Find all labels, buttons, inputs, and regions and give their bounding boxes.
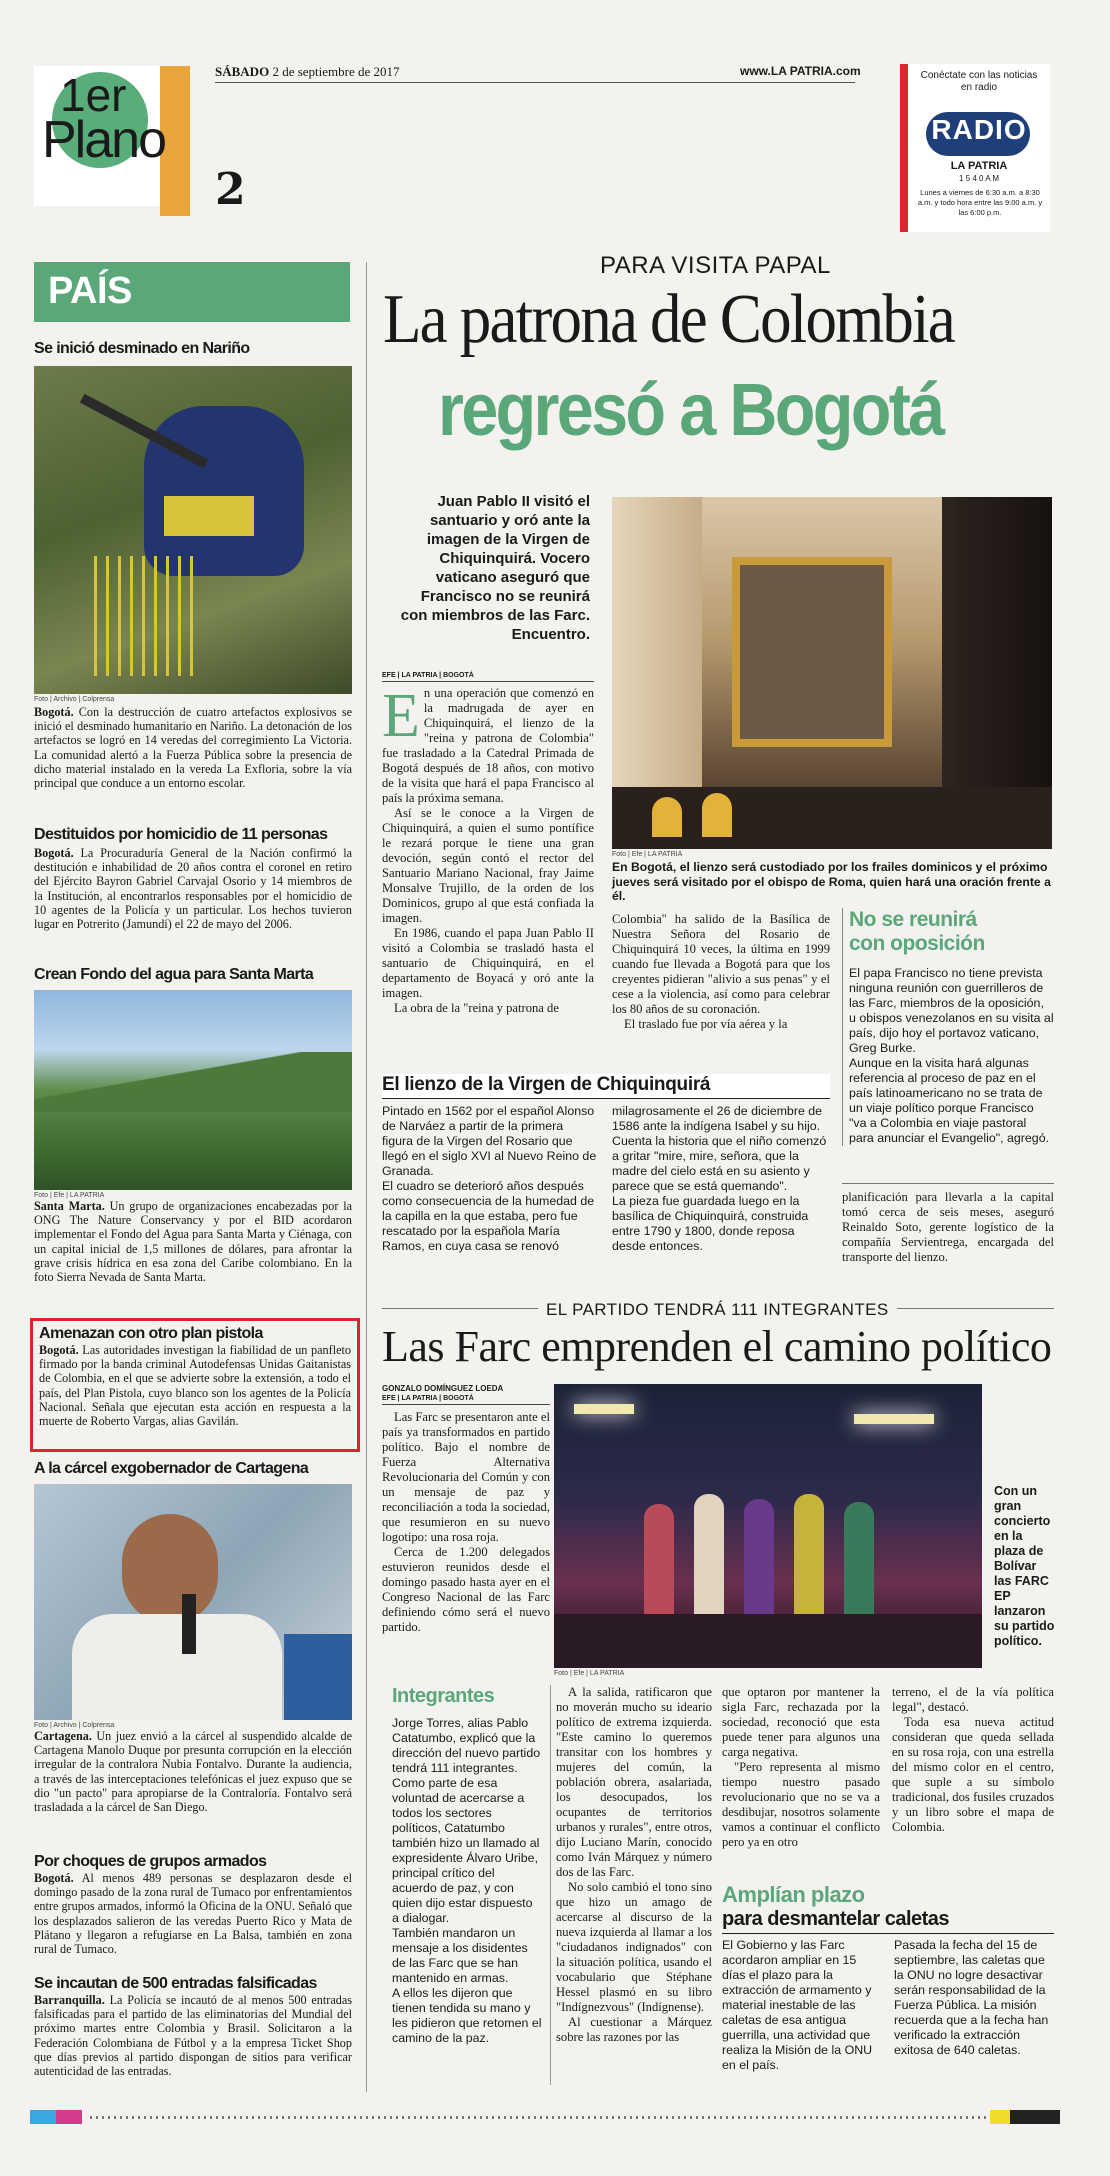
story1-col2 (612, 912, 830, 1032)
box-title: para desmantelar caletas (722, 1908, 1054, 1934)
sidebar-rule (842, 1183, 1054, 1184)
brief-text: Un grupo de organizaciones encabezadas por la ONG The Nature Conservancy y por el BID acordaron implementar el Fondo del Agua para Santa Marta y Ciénaga, con un capital inicial de 1,5 millones de dólares, para afrontar la grave crisis hídrica en esa zona del Caribe colombiano. En la foto Sierra Nevada de Santa Marta. (34, 1199, 352, 1285)
story1-para: Así se le conoce a la Virgen de Chiquinquirá, a quien el sumo pontífice le rezará porque le tiene una gran devoción, según contó el rector del Santuario Mariano Nacional, fray Jaime Monsalve Trujillo, de la orden de los Dominicos, grupo al que está confiada la imagen. (382, 806, 594, 925)
story2-para: A la salida, ratificaron que no moverán mucho su ideario político de extrema izquierda. "Este camino lo queremos transitar con los hombres y mujeres del común, la población obrera, asalariada, los desocupados, los ocupantes de territorios urbanos y rurales", entre otros, dijo Luciano Marín, conocido como Iván Márquez y número dos de las Farc. (556, 1685, 712, 1879)
box-para: milagrosamente el 26 de diciembre de 1586 ante la indígena Isabel y su hijo. Cuenta la historia que el niño comenzó a gritar "mire, mire, señora, que la madre del cielo está en su asiento y parece que se está quemando". (612, 1104, 827, 1193)
brief-carcel (34, 1460, 352, 1814)
brief-text: La Policía se incautó de al menos 500 entradas falsificadas para el partido de las eliminatorias del Mundial del próximo martes entre Colombia y Brasil. Solicitaron a la Federación Colombiana de Fútbol y a la empresa Ticket Shop que días previos al partido dispongan de sitios para verificar autenticidad de las entradas. (34, 1993, 352, 2079)
brief-text: Las autoridades investigan la fiabilidad de un panfleto firmado por la banda criminal Autodefensas Unidas Gaitanistas de Colombia, en el que se advierte sobre la extensión, a todo el país, del Plan Pistola, cuyo blanco son los agentes de la Policía Nacional. Señala que ejecutan esta acción en respuesta a la muerte de Roberto Vargas, alias Gavilán. (39, 1343, 351, 1429)
brief-body (34, 1871, 352, 1956)
radio-ad-freq: 1 5 4 0 A M (958, 174, 1000, 183)
dateline-date: 2 de septiembre de 2017 (272, 64, 400, 79)
sidebar-text: Como parte de esa voluntad de acercarse a todos los sectores políticos, Catatumbo también hizo un llamado al expresidente Álvaro Uribe, principal crítico del acuerdo de paz, y con quien dijo estar dispuesto a dialogar. (392, 1776, 540, 1925)
brief-headline: Se incautan de 500 entradas falsificadas (34, 1975, 317, 1992)
photo-credit: Foto | Archivo | Colprensa (34, 1722, 115, 1729)
brief-destituidos (34, 826, 352, 931)
brief-text: Con la destrucción de cuatro artefactos explosivos se inició el desminado humanitario en Nariño. La detonación de los artefactos se logró en 14 veredas del corregimiento La Victoria. La comunidad alertó a la Fuerza Pública sobre la presencia de dicho material instalado en la vereda La Exfloria, sobre la vía principal que conduce a un entorno escolar. (34, 705, 352, 791)
radio-ad-schedule: Lunes a viernes de 6:30 a.m. a 8:30 a.m. y todo hora entre las 9:00 a.m. y las 6:00 p.m. (917, 188, 1043, 217)
story2-para: Toda esa nueva actitud consideran que queda sellada en su rosa roja, con una estrella del mismo color en el centro, que suple a su símbolo tradicional, dos fusiles cruzados y un libro sobre el mapa de Colombia. (892, 1715, 1054, 1834)
logo-line2: Plano (42, 111, 165, 169)
brief-body (34, 846, 352, 931)
brief-body (34, 1729, 352, 1814)
dateline (215, 64, 400, 80)
photo-farc-concert (554, 1384, 982, 1668)
story1-headline: La patrona de Colombia (383, 281, 954, 358)
brief-lead: Cartagena. (34, 1729, 92, 1743)
radio-ad-top: Conéctate con las noticias en radio (920, 70, 1038, 93)
story2-lead (382, 1410, 550, 1635)
story1-col1 (382, 682, 594, 1016)
sidebar-title: Integrantes (392, 1685, 495, 1707)
story2-para: que optaron por mantener la sigla Farc, rechazada por la sociedad, reconoció que esta puede tener para algunos una carga negativa. (722, 1685, 880, 1759)
photo-caption: En Bogotá, el lienzo será custodiado por los frailes dominicos y el próximo jueves será visitado por el obispo de Roma, quien hará una oración frente a él. (612, 860, 1051, 903)
story2-para: Cerca de 1.200 delegados estuvieron reunidos desde el domingo pasado hasta ayer en el Congreso Nacional de las Farc definiendo cómo será el nuevo partido. (382, 1545, 550, 1634)
brief-text: La Procuraduría General de la Nación confirmó la destitución e inhabilidad de 20 años contra el coronel en retiro del Ejército Bayron Gabriel Carvajal Osorio y 14 miembros de la Institución, al encontrarlos responsables por el homicidio de 10 agentes de la Policía y un particular. Los hechos tuvieron lugar en Potrerito (Jamundí) el 22 de mayo del 2006. (34, 846, 352, 932)
story2-para: Al cuestionar a Márquez sobre las razones por las (556, 2015, 712, 2044)
brief-lead: Bogotá. (34, 1871, 74, 1885)
page-number: 2 (215, 164, 246, 215)
story2-para: "Pero representa al mismo tiempo nuestro pasado revolucionario que no se va a desdibujar, nosotros solamente vamos a continuar el conflicto pero ya en otro (722, 1760, 880, 1849)
story1-para: Colombia" ha salido de la Basílica de Nuestra Señora del Rosario de Chiquinquirá 10 veces, la última en 1999 cuando fue llevada a Bogotá para que los creyentes pidieran "alivio a sus penas" y el cese a la violencia, así como para celebrar los 80 años de su coronación. (612, 912, 830, 1016)
radio-ad (900, 64, 1050, 232)
story2-para: Las Farc se presentaron ante el país ya transformados en partido político. Bajo el nombre de Fuerza Alternativa Revolucionaria del Común y con un mensaje de paz y reconciliación a toda la sociedad, que resumieron en su nuevo logotipo: una rosa roja. (382, 1410, 550, 1544)
logo-line1: 1er (60, 69, 127, 121)
story1-continuation: planificación para llevarla a la capital tomó cerca de seis meses, aseguró Reinaldo Soto, gerente logístico de la compañía Servientrega, encargada del transporte del lienzo. (842, 1190, 1054, 1264)
story1-para: El traslado fue por vía aérea y la (624, 1017, 788, 1031)
sidebar-no-reunira (842, 908, 1054, 1146)
brief-lead: Barranquilla. (34, 1993, 105, 2007)
story2-byline: EFE | LA PATRIA | BOGOTÁ (382, 1395, 550, 1405)
box-lienzo (382, 1074, 830, 1253)
brief-choques (34, 1853, 352, 1956)
photo-credit: Foto | Efe | LA PATRIA (34, 1192, 105, 1199)
sidebar-text: A ellos les dijeron que tienen tendida su mano y les pidieron que retomen el camino de la paz. (392, 1986, 542, 2045)
story1-headline-green: regresó a Bogotá (438, 368, 943, 451)
box-col1 (382, 1104, 597, 1254)
brief-body (34, 705, 352, 790)
box-title: El lienzo de la Virgen de Chiquinquirá (382, 1074, 830, 1099)
brief-body (34, 1993, 352, 2078)
brief-headline: Se inició desminado en Nariño (34, 340, 250, 357)
column-divider (550, 1685, 551, 2085)
brief-body (34, 1199, 352, 1284)
story2-col-b (722, 1685, 880, 1850)
dateline-day: SÁBADO (215, 64, 270, 79)
sidebar-text: Jorge Torres, alias Pablo Catatumbo, explicó que la dirección del nuevo partido tendrá 111 integrantes. (392, 1716, 541, 1775)
sidebar-text: También mandaron un mensaje a los disidentes de las Farc que se han mantenido en armas. (392, 1926, 528, 1985)
box-kicker: Amplían plazo (722, 1882, 865, 1907)
sidebar-text: El papa Francisco no tiene prevista ninguna reunión con guerrilleros de las Farc, miembros de la oposición, u obispos venezolanos en su visita al país, dijo hoy el portavoz vaticano, Greg Burke. (849, 966, 1054, 1055)
brief-lead: Santa Marta. (34, 1199, 105, 1213)
brief-headline: Crean Fondo del agua para Santa Marta (34, 966, 314, 983)
section-label-text: PAÍS (48, 270, 132, 312)
brief-lead: Bogotá. (34, 705, 74, 719)
radio-ad-sub: LA PATRIA (950, 160, 1008, 172)
brief-plan-pistola (30, 1318, 360, 1452)
brief-headline: A la cárcel exgobernador de Cartagena (34, 1460, 309, 1477)
box-col1: El Gobierno y las Farc acordaron ampliar en 15 días el plazo para la extracción de armamento y material inestable de las caletas de esa antigua guerrilla, una actividad que realiza la Misión de la ONU en el país. (722, 1938, 873, 2072)
brief-headline: Por choques de grupos armados (34, 1853, 267, 1870)
story1-deck: Juan Pablo II visitó el santuario y oró ante la imagen de la Virgen de Chiquinquirá. Vocero vaticano aseguró que Francisco no se reunirá con miembros de las Farc. Encuentro. (400, 493, 590, 643)
story2-headline: Las Farc emprenden el camino político (382, 1322, 1052, 1371)
story1-byline: EFE | LA PATRIA | BOGOTÁ (382, 672, 594, 682)
section-logo (34, 62, 200, 212)
photo-sierra-nevada (34, 990, 352, 1190)
footer-registration-bar (30, 2110, 1060, 2124)
story2-para: No solo cambió el tono sino que hizo un amago de acercarse al discurso de la nueva izquierda al llamar a los "ciudadanos indignados" con la situación política, usando el vocabulario que Stéphane Hessel plasmó en su libro "Indígnezvous" (Indígnense). (556, 1880, 712, 2014)
brief-headline: Amenazan con otro plan pistola (39, 1325, 263, 1342)
website-url: www.LA PATRIA.com (740, 64, 861, 78)
photo-credit: Foto | Efe | LA PATRIA (612, 851, 683, 858)
box-para: La pieza fue guardada luego en la basílica de Chiquinquirá, construida entre 1790 y 1800, donde reposa desde entonces. (612, 1194, 809, 1253)
story1-para (382, 682, 594, 806)
photo-credit: Foto | Archivo | Colprensa (34, 696, 115, 703)
sidebar-integrantes (392, 1685, 542, 2046)
story2-col-a (556, 1685, 712, 2045)
dropcap: E (382, 682, 420, 750)
story2-col-c (892, 1685, 1054, 1835)
box-para: El cuadro se deterioró años después como consecuencia de la humedad de la capilla en la que estaba, pero fue rescatado por la española María Ramos, en cuya casa se renovó (382, 1179, 595, 1253)
story1-para-text: n una operación que comenzó en la madrugada de ayer en Chiquinquirá, el lienzo de la "reina y patrona de Colombia" fue trasladado a la Catedral Primada de Bogotá después de 18 años, con motivo de la visita que hará el papa Francisco al país la próxima semana. (382, 686, 594, 805)
story2-para: terreno, el de la vía política legal", destacó. (892, 1685, 1054, 1714)
brief-text: Un juez envió a la cárcel al suspendido alcalde de Cartagena Manolo Duque por presunta corrupción en la elección irregular de la contralora Nubia Fontalvo. Durante la audiencia, a través de las interceptaciones telefónicas el juez expuso que se dio "un pacto" para apropiarse de la Contraloría. Fontalvo será trasladada a la cárcel de San Diego. (34, 1729, 352, 1815)
story1-kicker: PARA VISITA PAPAL (600, 252, 831, 279)
sidebar-title: No se reunirá con oposición (849, 908, 985, 955)
column-divider (366, 262, 367, 2092)
photo-virgin-painting (612, 497, 1052, 849)
box-para: Pintado en 1562 por el español Alonso de Narváez a partir de la primera figura de la Virgen del Rosario que llegó en el siglo XVI al Nuevo Reino de Granada. (382, 1104, 597, 1178)
photo-credit: Foto | Efe | LA PATRIA (554, 1670, 625, 1677)
brief-body (39, 1343, 351, 1428)
brief-desminado (34, 340, 352, 790)
photo-deminer (34, 366, 352, 694)
box-col2: Pasada la fecha del 15 de septiembre, las caletas que la ONU no logre desactivar serán responsabilidad de la Fuerza Pública. La misión recuerda que a la fecha han verificado la extracción exitosa de 640 caletas. (894, 1938, 1049, 2057)
photo-politician (34, 1484, 352, 1720)
box-col2 (612, 1104, 830, 1254)
brief-lead: Bogotá. (34, 846, 74, 860)
brief-text: Al menos 489 personas se desplazaron desde el domingo pasado de la zona rural de Tumaco por enfrentamientos entre grupos armados, informó la Oficina de la ONU. Señaló que los desplazados salieron de las veredas Puerto Rico y Mata de Plátano y llegaron a refugiarse en La Balsa, también en zona rural de Tumaco. (34, 1871, 352, 1957)
story1-para: En 1986, cuando el papa Juan Pablo II visitó a Colombia se trasladó hasta el santuario de Chiquinquirá, en el departamento de Boyacá y oró ante la imagen. (382, 926, 594, 1000)
story2-kicker: EL PARTIDO TENDRÁ 111 INTEGRANTES (538, 1300, 897, 1320)
brief-headline: Destituidos por homicidio de 11 personas (34, 826, 328, 843)
section-label (34, 262, 350, 322)
story2-author: GONZALO DOMÍNGUEZ LOEDA (382, 1384, 504, 1393)
header-rule (215, 82, 855, 83)
box-amplian-plazo (722, 1882, 1054, 2072)
photo-caption: Con un gran concierto en la plaza de Bolívar las FARC EP lanzaron su partido político. (994, 1484, 1055, 1648)
story1-para: La obra de la "reina y patrona de (394, 1001, 559, 1015)
brief-lead: Bogotá. (39, 1343, 79, 1357)
radio-logo: RADIO (931, 114, 1027, 145)
brief-entradas (34, 1975, 352, 2078)
brief-fondo-agua (34, 966, 352, 1284)
sidebar-text: Aunque en la visita hará algunas referencia al proceso de paz en el país latinoamericano no se trata de un viaje político porque Francisco "va a Colombia en viaje pastoral para anunciar el Evangelio", agregó. (849, 1056, 1050, 1145)
